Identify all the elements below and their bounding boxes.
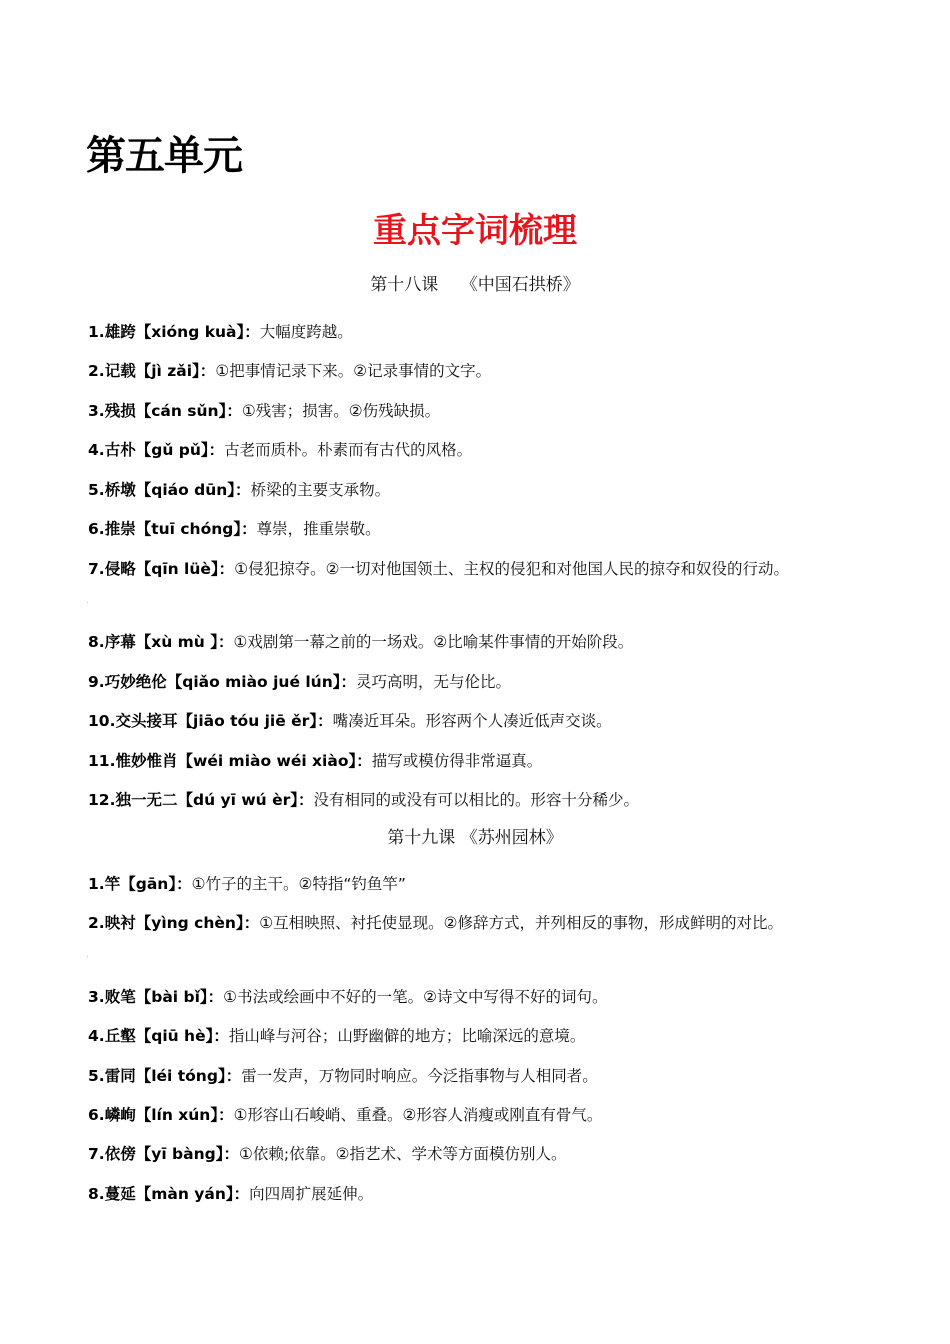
bracket-close: 】： xyxy=(215,1145,239,1163)
lesson-19-title: 第十九课 《苏州园林》 xyxy=(387,828,563,848)
entry-number: 4. xyxy=(88,1027,105,1045)
entry-definition: 古老而质朴。朴素而有古代的风格。 xyxy=(224,441,473,459)
vocab-entry xyxy=(88,709,888,733)
vocab-entry xyxy=(88,320,888,344)
entry-pinyin: yī bàng xyxy=(151,1145,216,1163)
entry-word: 桥墩 xyxy=(104,481,136,499)
bracket-open: 【 xyxy=(135,441,152,459)
bracket-open: 【 xyxy=(120,875,136,893)
bracket-open: 【 xyxy=(135,362,152,380)
bracket-close: 】： xyxy=(210,560,235,578)
paragraph-mark: . xyxy=(86,950,89,960)
entry-definition: 描写或模仿得非常逼真。 xyxy=(371,752,543,770)
entry-number: 3. xyxy=(88,988,105,1006)
entry-word: 侵略 xyxy=(104,560,136,578)
entry-head xyxy=(88,1185,249,1203)
bracket-close: 】： xyxy=(168,875,192,893)
bracket-close: 】： xyxy=(210,633,234,651)
entry-definition: 桥梁的主要支承物。 xyxy=(250,481,391,499)
bracket-open: 【 xyxy=(135,633,152,651)
entry-head xyxy=(88,712,333,730)
vocab-entry xyxy=(88,630,888,654)
entry-word: 映衬 xyxy=(104,914,136,932)
entry-head xyxy=(88,1027,229,1045)
entry-head xyxy=(88,673,356,691)
bracket-close: 】： xyxy=(332,673,357,691)
entry-word: 惟妙惟肖 xyxy=(115,752,178,770)
entry-pinyin: cán sǔn xyxy=(151,402,219,420)
entry-word: 蔓延 xyxy=(104,1185,136,1203)
entry-pinyin: wéi miào wéi xiào xyxy=(193,752,349,770)
entry-number: 5. xyxy=(88,481,105,499)
entry-head xyxy=(88,481,251,499)
entry-definition: 大幅度跨越。 xyxy=(259,323,353,341)
bracket-close: 】： xyxy=(235,914,260,932)
bracket-close: 】： xyxy=(192,362,216,380)
entry-pinyin: qīn lüè xyxy=(151,560,211,578)
entry-definition: ①把事情记录下来。②记录事情的文字。 xyxy=(215,362,492,380)
entry-pinyin: gǔ pǔ xyxy=(151,441,201,459)
entry-pinyin: yìng chèn xyxy=(151,914,236,932)
entry-head xyxy=(88,402,242,420)
entry-word: 巧妙绝伦 xyxy=(104,673,167,691)
entry-number: 11. xyxy=(88,752,116,770)
bracket-open: 【 xyxy=(135,520,152,538)
entry-number: 1. xyxy=(88,323,105,341)
entry-definition: ①侵犯掠夺。②一切对他国领土、主权的侵犯和对他国人民的掠夺和奴役的行动。 xyxy=(234,560,789,578)
entry-definition: 指山峰与河谷；山野幽僻的地方；比喻深远的意境。 xyxy=(228,1027,586,1045)
entry-number: 8. xyxy=(88,633,105,651)
bracket-open: 【 xyxy=(135,1185,152,1203)
entry-definition: 没有相同的或没有可以相比的。形容十分稀少。 xyxy=(313,791,640,809)
paragraph-mark: . xyxy=(86,596,89,606)
vocab-entry xyxy=(88,478,888,502)
bracket-close: 】： xyxy=(290,791,314,809)
entry-word: 败笔 xyxy=(104,988,136,1006)
vocab-entry xyxy=(88,1142,888,1166)
bracket-open: 【 xyxy=(135,1027,152,1045)
entry-pinyin: dú yī wú èr xyxy=(193,791,291,809)
entry-number: 6. xyxy=(88,520,105,538)
vocab-entry xyxy=(88,517,888,541)
entry-word: 推崇 xyxy=(104,520,136,538)
entry-pinyin: gān xyxy=(135,875,169,893)
bracket-open: 【 xyxy=(135,988,152,1006)
entry-pinyin: qiǎo miào jué lún xyxy=(182,673,333,691)
entry-definition: 尊崇，推重崇敬。 xyxy=(256,520,381,538)
entry-definition: 嘴凑近耳朵。形容两个人凑近低声交谈。 xyxy=(332,712,612,730)
bracket-open: 【 xyxy=(177,752,193,770)
entry-definition: ①书法或绘画中不好的一笔。②诗文中写得不好的词句。 xyxy=(223,988,608,1006)
entry-number: 8. xyxy=(88,1185,105,1203)
entry-head xyxy=(88,633,234,651)
bracket-open: 【 xyxy=(135,560,152,578)
entry-head xyxy=(88,914,259,932)
vocab-entry xyxy=(88,788,888,812)
entry-definition: ①戏剧第一幕之前的一场戏。②比喻某件事情的开始阶段。 xyxy=(233,633,634,651)
bracket-close: 】： xyxy=(233,520,257,538)
entry-head xyxy=(88,752,372,770)
entry-word: 记载 xyxy=(104,362,136,380)
entry-definition: ①竹子的主干。②特指“钓鱼竿” xyxy=(191,875,406,893)
entry-definition: 向四周扩展延伸。 xyxy=(249,1185,374,1203)
bracket-close: 】： xyxy=(227,481,251,499)
unit-title: 第五单元 xyxy=(86,133,242,179)
entry-pinyin: xióng kuà xyxy=(151,323,237,341)
entry-number: 12. xyxy=(88,791,116,809)
entry-pinyin: màn yán xyxy=(151,1185,226,1203)
entry-head xyxy=(88,520,257,538)
bracket-close: 】： xyxy=(205,1027,229,1045)
entry-pinyin: léi tóng xyxy=(151,1067,218,1085)
bracket-close: 】： xyxy=(309,712,333,730)
entry-head xyxy=(88,988,223,1006)
entry-pinyin: tuī chóng xyxy=(151,520,234,538)
entry-number: 2. xyxy=(88,362,105,380)
entry-head xyxy=(88,441,224,459)
entry-word: 依傍 xyxy=(104,1145,136,1163)
entry-word: 雷同 xyxy=(104,1067,136,1085)
entry-pinyin: qiū hè xyxy=(151,1027,206,1045)
entry-head xyxy=(88,791,314,809)
bracket-close: 】： xyxy=(236,323,260,341)
entry-head xyxy=(88,1106,234,1124)
entry-word: 竿 xyxy=(104,875,121,893)
entry-word: 丘壑 xyxy=(104,1027,136,1045)
bracket-open: 【 xyxy=(166,673,183,691)
entry-definition: ①形容山石峻峭、重叠。②形容人消瘦或刚直有骨气。 xyxy=(233,1106,603,1124)
entry-word: 独一无二 xyxy=(115,791,178,809)
entry-number: 4. xyxy=(88,441,105,459)
vocab-entry xyxy=(88,1024,888,1048)
bracket-close: 】： xyxy=(200,441,225,459)
entry-word: 序幕 xyxy=(104,633,136,651)
vocab-entry xyxy=(88,985,888,1009)
entry-number: 6. xyxy=(88,1106,105,1124)
lesson-18-title: 第十八课 《中国石拱桥》 xyxy=(370,275,580,295)
entry-number: 3. xyxy=(88,402,105,420)
entry-head xyxy=(88,560,234,578)
vocab-entry xyxy=(88,749,888,773)
bracket-open: 【 xyxy=(135,1067,152,1085)
entry-word: 嶙峋 xyxy=(104,1106,136,1124)
entry-head xyxy=(88,362,215,380)
entry-definition: ①互相映照、衬托使显现。②修辞方式，并列相反的事物，形成鲜明的对比。 xyxy=(259,914,783,932)
entry-word: 交头接耳 xyxy=(115,712,178,730)
entry-pinyin: jì zǎi xyxy=(151,362,193,380)
bracket-open: 【 xyxy=(135,402,152,420)
vocab-entry xyxy=(88,557,888,581)
bracket-open: 【 xyxy=(177,791,193,809)
vocab-entry xyxy=(88,359,888,383)
entry-number: 1. xyxy=(88,875,105,893)
entry-number: 7. xyxy=(88,560,105,578)
entry-word: 残损 xyxy=(104,402,136,420)
bracket-open: 【 xyxy=(177,712,193,730)
entry-head xyxy=(88,1145,239,1163)
entry-pinyin: xù mù xyxy=(151,633,211,651)
bracket-open: 【 xyxy=(135,481,152,499)
entry-number: 9. xyxy=(88,673,105,691)
entry-pinyin: lín xún xyxy=(151,1106,211,1124)
vocab-entry xyxy=(88,399,888,423)
entry-definition: ①残害；损害。②伤残缺损。 xyxy=(241,402,441,420)
bracket-open: 【 xyxy=(135,323,152,341)
vocab-entry xyxy=(88,670,888,694)
entry-number: 5. xyxy=(88,1067,105,1085)
entry-word: 雄跨 xyxy=(104,323,136,341)
entry-pinyin: bài bǐ xyxy=(151,988,200,1006)
bracket-open: 【 xyxy=(135,1145,152,1163)
bracket-close: 】： xyxy=(225,1185,250,1203)
entry-pinyin: qiáo dūn xyxy=(151,481,228,499)
section-title: 重点字词梳理 xyxy=(373,211,577,251)
entry-head xyxy=(88,1067,241,1085)
bracket-close: 】： xyxy=(199,988,224,1006)
entry-definition: ①依赖;依靠。②指艺术、学术等方面模仿别人。 xyxy=(238,1145,567,1163)
entry-number: 7. xyxy=(88,1145,105,1163)
vocab-entry xyxy=(88,911,888,935)
entry-pinyin: jiāo tóu jiē ěr xyxy=(193,712,310,730)
vocab-entry xyxy=(88,872,888,896)
entry-number: 10. xyxy=(88,712,116,730)
entry-definition: 灵巧高明，无与伦比。 xyxy=(356,673,512,691)
bracket-close: 】： xyxy=(217,1067,242,1085)
bracket-close: 】： xyxy=(348,752,372,770)
bracket-close: 】： xyxy=(218,402,242,420)
bracket-open: 【 xyxy=(135,914,152,932)
vocab-entry xyxy=(88,1182,888,1206)
vocab-entry xyxy=(88,1064,888,1088)
entry-head xyxy=(88,323,260,341)
entry-word: 古朴 xyxy=(104,441,136,459)
bracket-open: 【 xyxy=(135,1106,152,1124)
entry-definition: 雷一发声，万物同时响应。今泛指事物与人相同者。 xyxy=(241,1067,598,1085)
bracket-close: 】： xyxy=(210,1106,234,1124)
vocab-entry xyxy=(88,1103,888,1127)
vocab-entry xyxy=(88,438,888,462)
entry-number: 2. xyxy=(88,914,105,932)
entry-head xyxy=(88,875,192,893)
